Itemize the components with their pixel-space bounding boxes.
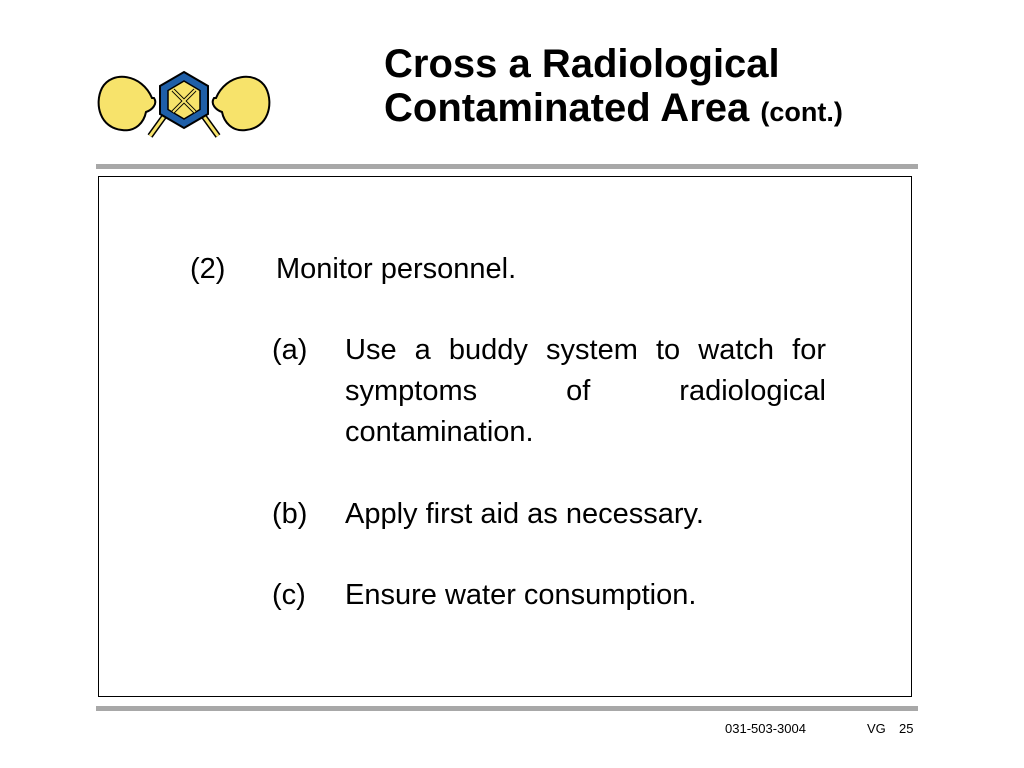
- substep-text: Ensure water consumption.: [345, 579, 697, 611]
- substep-text: Use a buddy system to watch for symptoms of radiological contamination.: [345, 334, 826, 448]
- footer-vg-label: VG: [867, 721, 886, 736]
- title-suffix: (cont.): [760, 97, 843, 127]
- substep-letter: (a): [272, 334, 308, 366]
- page-title: [384, 42, 984, 134]
- substep-text: Apply first aid as necessary.: [345, 498, 704, 530]
- content-box: [98, 176, 912, 697]
- substep-letter: (b): [272, 498, 308, 530]
- header-divider: [96, 164, 918, 169]
- page-number: 25: [899, 721, 914, 736]
- title-main: Cross a Radiological Contaminated Area: [384, 42, 780, 130]
- step-text: Monitor personnel.: [276, 253, 517, 285]
- substep-letter: (c): [272, 579, 306, 611]
- course-code: 031-503-3004: [725, 721, 806, 736]
- footer-divider: [96, 706, 918, 711]
- step-number: (2): [190, 253, 226, 285]
- chemical-corps-logo-icon: [94, 66, 274, 156]
